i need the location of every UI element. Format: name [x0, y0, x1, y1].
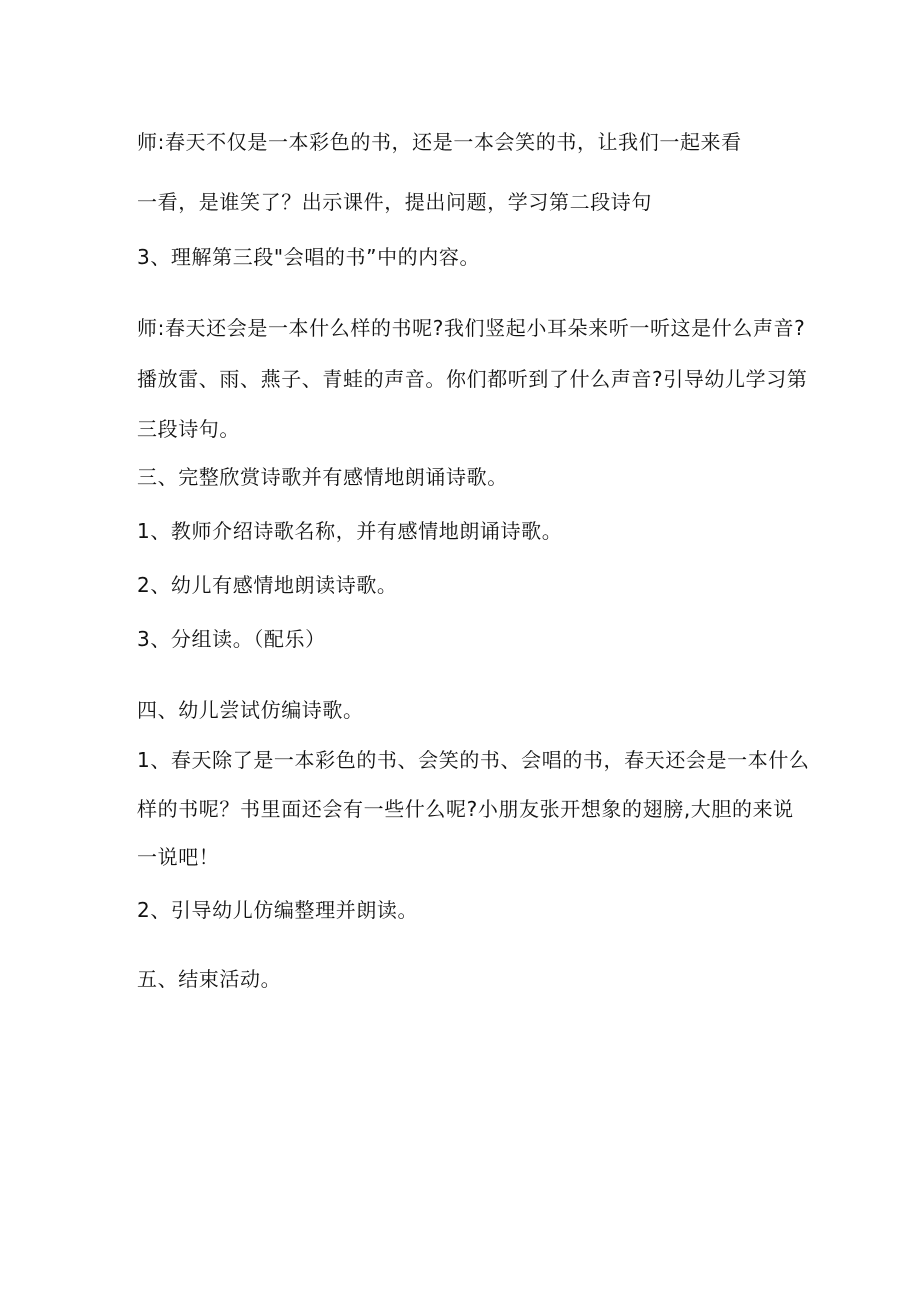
list-item: 2、引导幼儿仿编整理并朗读。 — [137, 898, 419, 922]
paragraph-line: 三段诗句。 — [137, 417, 240, 441]
paragraph-line: 播放雷、雨、燕子、青蛙的声音。你们都听到了什么声音?引导幼儿学习第 — [137, 367, 808, 391]
paragraph-line: 一说吧！ — [137, 845, 220, 869]
paragraph-line: 师:春天还会是一本什么样的书呢?我们竖起小耳朵来听一听这是什么声音? — [137, 316, 806, 340]
section-heading: 3、理解第三段"会唱的书”中的内容。 — [137, 245, 481, 269]
paragraph-line: 样的书呢？书里面还会有一些什么呢?小朋友张开想象的翅膀,大胆的来说 — [137, 797, 794, 821]
paragraph-line: 师:春天不仅是一本彩色的书，还是一本会笑的书，让我们一起来看 — [137, 130, 742, 154]
section-heading: 三、完整欣赏诗歌并有感情地朗诵诗歌。 — [137, 465, 508, 489]
list-item: 2、幼儿有感情地朗读诗歌。 — [137, 573, 398, 597]
list-item: 3、分组读。（配乐） — [137, 627, 326, 651]
section-heading: 四、幼儿尝试仿编诗歌。 — [137, 698, 364, 722]
list-item: 1、春天除了是一本彩色的书、会笑的书、会唱的书，春天还会是一本什么 — [137, 748, 810, 772]
paragraph-line: 一看，是谁笑了？出示课件，提出问题，学习第二段诗句 — [137, 190, 652, 214]
list-item: 1、教师介绍诗歌名称，并有感情地朗诵诗歌。 — [137, 519, 563, 543]
section-heading: 五、结束活动。 — [137, 967, 282, 991]
